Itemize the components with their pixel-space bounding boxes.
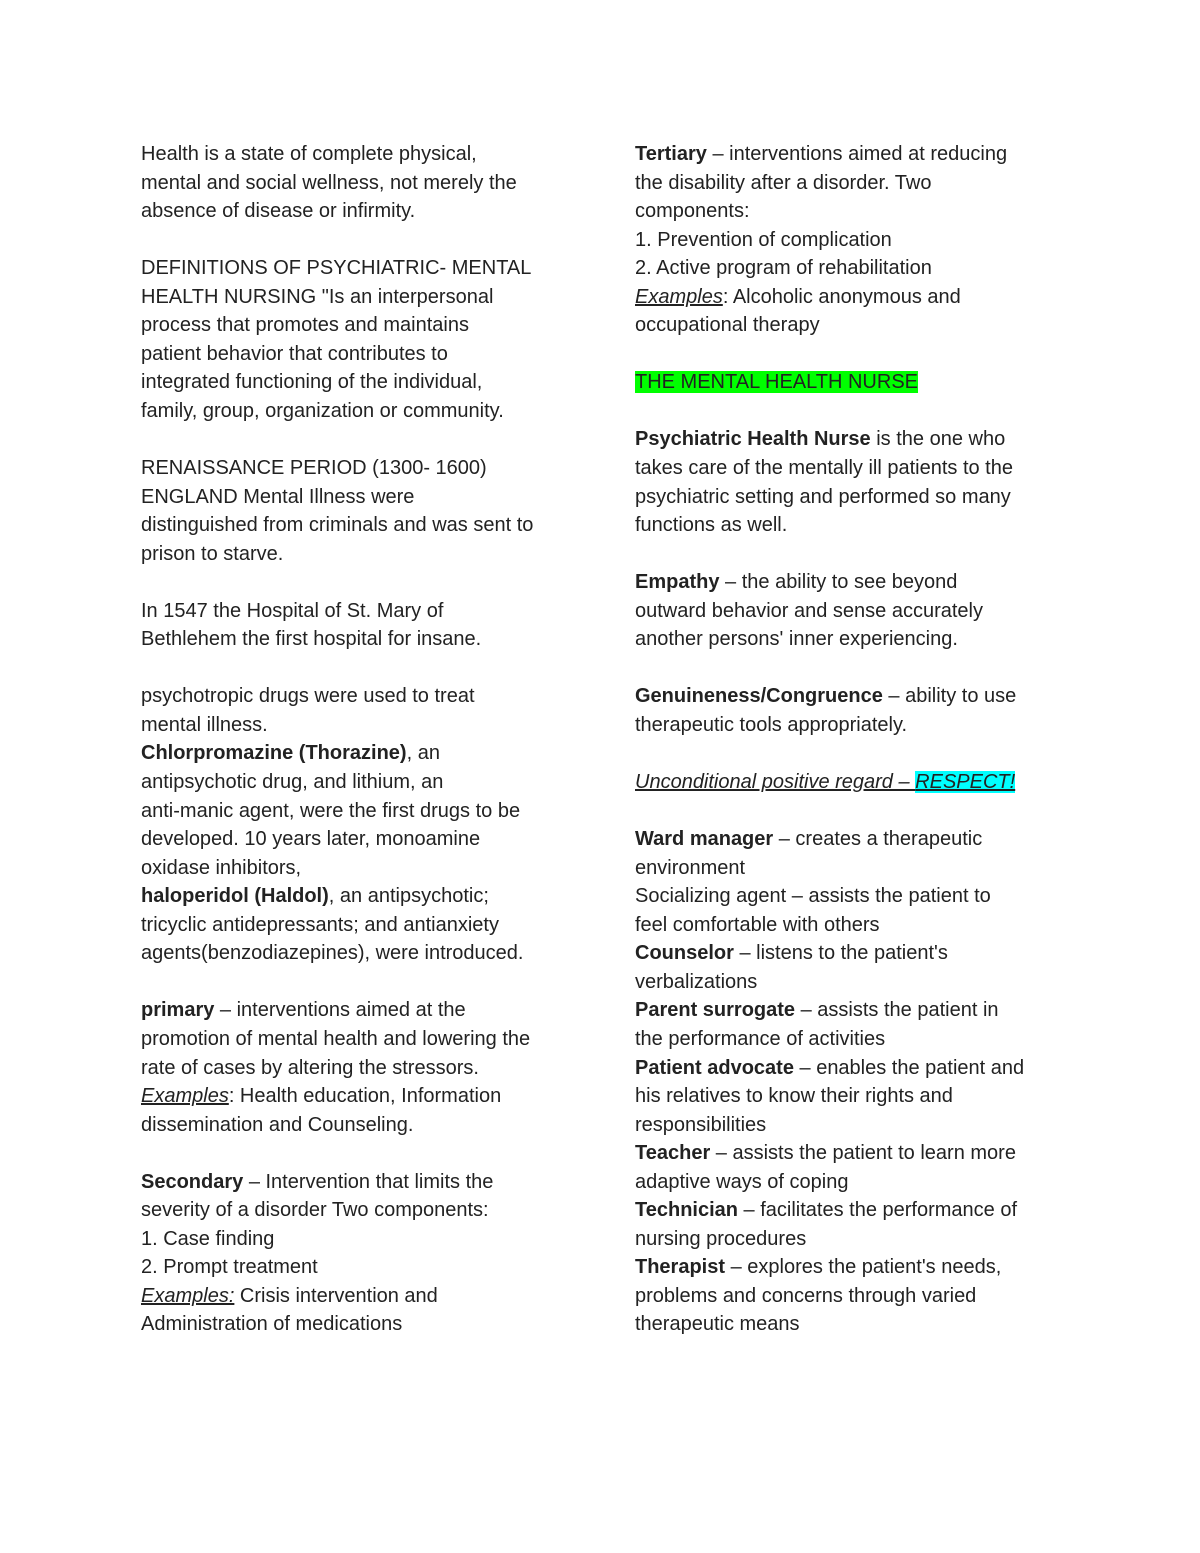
secondary-prevention-paragraph	[141, 1168, 581, 1339]
text-line: responsibilities	[635, 1113, 767, 1136]
text-line	[635, 996, 1075, 1025]
empathy-paragraph	[635, 568, 1075, 654]
unconditional-regard-text: Unconditional positive regard –	[635, 771, 916, 794]
text-line	[635, 568, 1075, 597]
therapist-term: Therapist	[635, 1256, 726, 1279]
text-line: outward behavior and sense accurately	[635, 599, 983, 622]
examples-label: Examples:	[141, 1284, 235, 1307]
text-line: dissemination and Counseling.	[141, 1113, 414, 1136]
text-line	[635, 283, 1075, 312]
text-line: his relatives to know their rights and	[635, 1085, 953, 1108]
text-line: Socializing agent – assists the patient to	[635, 885, 991, 908]
text-line: occupational therapy	[635, 314, 820, 337]
primary-prevention-paragraph	[141, 996, 581, 1139]
text-run: , an antipsychotic;	[328, 885, 489, 908]
text-run: – the ability to see beyond	[719, 571, 958, 594]
text-line	[635, 939, 1075, 968]
text-line: components:	[635, 200, 750, 223]
text-line: 1. Prevention of complication	[635, 228, 892, 251]
text-line: distinguished from criminals and was sent to	[141, 514, 534, 537]
text-line: adaptive ways of coping	[635, 1170, 849, 1193]
text-line	[635, 825, 1075, 854]
right-column	[635, 140, 1075, 1368]
text-line: RENAISSANCE PERIOD (1300- 1600)	[141, 457, 487, 480]
text-run: , an	[406, 742, 440, 765]
text-line	[141, 1168, 581, 1197]
text-line: patient behavior that contributes to	[141, 342, 448, 365]
text-line	[141, 1082, 581, 1111]
text-line: ENGLAND Mental Illness were	[141, 485, 415, 508]
text-line: nursing procedures	[635, 1227, 807, 1250]
chlorpromazine-term: Chlorpromazine (Thorazine)	[141, 742, 407, 765]
secondary-term: Secondary	[141, 1170, 244, 1193]
text-line: 1. Case finding	[141, 1227, 275, 1250]
text-line: therapeutic means	[635, 1313, 800, 1336]
text-line	[635, 1253, 1075, 1282]
health-definition	[141, 140, 581, 226]
text-line: anti-manic agent, were the first drugs to be	[141, 799, 521, 822]
technician-term: Technician	[635, 1199, 738, 1222]
text-line	[635, 368, 1075, 397]
psychiatric-nursing-definition	[141, 254, 581, 425]
text-line: family, group, organization or community.	[141, 399, 504, 422]
text-run: – enables the patient and	[793, 1056, 1025, 1079]
text-line	[635, 768, 1075, 797]
text-run: – interventions aimed at reducing	[706, 143, 1008, 165]
empathy-term: Empathy	[635, 571, 720, 594]
text-line	[635, 1139, 1075, 1168]
text-line: integrated functioning of the individual,	[141, 371, 483, 394]
text-line: psychiatric setting and performed so many	[635, 485, 1011, 508]
text-line: the disability after a disorder. Two	[635, 171, 932, 194]
genuineness-term: Genuineness/Congruence	[635, 685, 883, 708]
text-line: HEALTH NURSING "Is an interpersonal	[141, 285, 494, 308]
text-line	[141, 739, 581, 768]
text-run: – explores the patient's needs,	[725, 1256, 1002, 1279]
text-line: DEFINITIONS OF PSYCHIATRIC- MENTAL	[141, 257, 532, 280]
text-line: takes care of the mentally ill patients to the	[635, 457, 1013, 480]
text-line: mental and social wellness, not merely the	[141, 171, 517, 194]
psychotropic-drugs-paragraph	[141, 682, 581, 967]
parent-surrogate-term: Parent surrogate	[635, 999, 796, 1022]
tertiary-term: Tertiary	[635, 143, 707, 165]
text-run: – listens to the patient's	[733, 942, 948, 965]
psychiatric-nurse-paragraph	[635, 425, 1075, 539]
text-line: prison to starve.	[141, 542, 284, 565]
text-run: – ability to use	[882, 685, 1017, 708]
text-line: Bethlehem the first hospital for insane.	[141, 628, 482, 651]
text-line: functions as well.	[635, 514, 788, 537]
nurse-roles-list	[635, 825, 1075, 1339]
text-line: tricyclic antidepressants; and antianxiety	[141, 913, 499, 936]
text-run: – creates a therapeutic	[773, 828, 983, 851]
text-line	[635, 682, 1075, 711]
tertiary-prevention-paragraph	[635, 140, 1075, 340]
examples-label: Examples	[635, 285, 723, 308]
text-line: promotion of mental health and lowering the	[141, 1027, 531, 1050]
text-line: verbalizations	[635, 970, 758, 993]
text-line: severity of a disorder Two components:	[141, 1199, 489, 1222]
bethlehem-paragraph	[141, 597, 581, 654]
unconditional-regard-paragraph	[635, 768, 1075, 797]
text-line: In 1547 the Hospital of St. Mary of	[141, 599, 444, 622]
text-line: feel comfortable with others	[635, 913, 880, 936]
teacher-term: Teacher	[635, 1142, 711, 1165]
patient-advocate-term: Patient advocate	[635, 1056, 794, 1079]
text-line: problems and concerns through varied	[635, 1284, 977, 1307]
examples-label: Examples	[141, 1085, 229, 1108]
haloperidol-term: haloperidol (Haldol)	[141, 885, 329, 908]
text-line: the performance of activities	[635, 1027, 886, 1050]
text-run: Crisis intervention and	[234, 1284, 438, 1307]
text-run: – facilitates the performance of	[738, 1199, 1018, 1222]
ward-manager-term: Ward manager	[635, 828, 774, 851]
text-line: another persons' inner experiencing.	[635, 628, 958, 651]
text-run: – assists the patient to learn more	[710, 1142, 1016, 1165]
text-run: – assists the patient in	[795, 999, 999, 1022]
text-line: antipsychotic drug, and lithium, an	[141, 771, 444, 794]
text-line: mental illness.	[141, 713, 268, 736]
text-line: Administration of medications	[141, 1313, 403, 1336]
text-line	[635, 425, 1075, 454]
text-line: rate of cases by altering the stressors.	[141, 1056, 479, 1079]
text-line: therapeutic tools appropriately.	[635, 713, 908, 736]
genuineness-paragraph	[635, 682, 1075, 739]
renaissance-paragraph	[141, 454, 581, 568]
text-line: oxidase inhibitors,	[141, 856, 302, 879]
section-heading: THE MENTAL HEALTH NURSE	[635, 371, 918, 394]
text-line	[635, 1054, 1075, 1083]
text-run: – interventions aimed at the	[214, 999, 466, 1022]
text-line	[141, 996, 581, 1025]
text-line	[635, 140, 1075, 169]
text-line: Health is a state of complete physical,	[141, 143, 477, 165]
text-line	[141, 882, 581, 911]
primary-term: primary	[141, 999, 215, 1022]
text-line: environment	[635, 856, 746, 879]
text-line: process that promotes and maintains	[141, 314, 469, 337]
text-line: developed. 10 years later, monoamine	[141, 828, 481, 851]
text-line: psychotropic drugs were used to treat	[141, 685, 475, 708]
text-line	[141, 1282, 581, 1311]
text-line: 2. Prompt treatment	[141, 1256, 318, 1279]
text-line	[635, 1196, 1075, 1225]
text-line: agents(benzodiazepines), were introduced.	[141, 942, 524, 965]
respect-highlight: RESPECT!	[915, 771, 1016, 794]
text-run: is the one who	[870, 428, 1006, 451]
text-line: 2. Active program of rehabilitation	[635, 257, 932, 280]
text-run: – Intervention that limits the	[243, 1170, 494, 1193]
text-run: : Health education, Information	[228, 1085, 502, 1108]
text-run: : Alcoholic anonymous and	[722, 285, 961, 308]
psychiatric-nurse-term: Psychiatric Health Nurse	[635, 428, 871, 451]
left-column	[141, 140, 581, 1368]
counselor-term: Counselor	[635, 942, 734, 965]
text-line: absence of disease or infirmity.	[141, 200, 416, 223]
section-heading-block	[635, 368, 1075, 397]
